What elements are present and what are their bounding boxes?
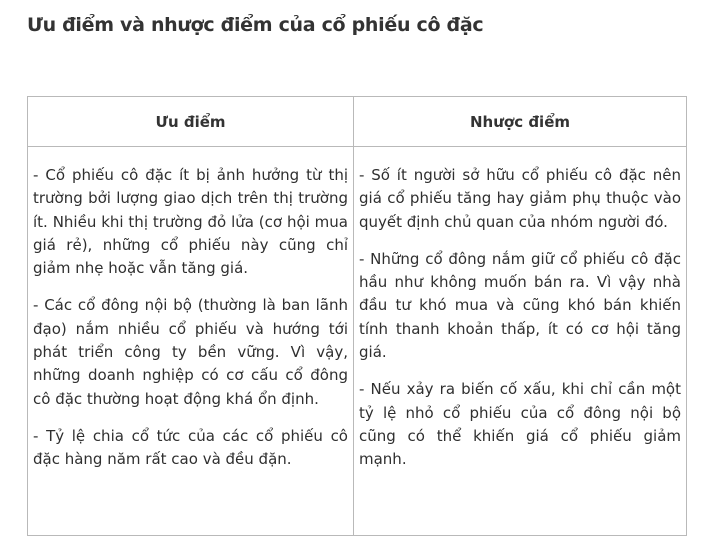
comparison-table: [27, 96, 687, 536]
disadvantages-cell: [354, 147, 687, 536]
header-disadvantages: Nhược điểm: [354, 97, 687, 147]
advantage-item: - Các cổ đông nội bộ (thường là ban lãnh đạo) nắm nhiều cổ phiếu và hướng tới phát triển công ty bền vững. Vì vậy, những doanh nghiệp có cơ cấu cổ đông cô đặc thường hoạt động khá ổn định.: [33, 296, 348, 408]
disadvantage-item: - Số ít người sở hữu cổ phiếu cô đặc nên giá cổ phiếu tăng hay giảm phụ thuộc vào quyết định chủ quan của nhóm người đó.: [359, 166, 681, 231]
disadvantage-item: - Nếu xảy ra biến cố xấu, khi chỉ cần một tỷ lệ nhỏ cổ phiếu của cổ đông nội bộ cũng có thể khiến giá cổ phiếu giảm mạnh.: [359, 380, 681, 469]
advantages-cell: [28, 147, 354, 536]
table-header-row: [28, 97, 687, 147]
header-advantages: Ưu điểm: [28, 97, 354, 147]
table-row: [28, 147, 687, 536]
disadvantage-item: - Những cổ đông nắm giữ cổ phiếu cô đặc hầu như không muốn bán ra. Vì vậy nhà đầu tư khó mua và cũng khó bán khiến tính thanh khoản thấp, ít có cơ hội tăng giá.: [359, 249, 681, 362]
advantage-item: - Tỷ lệ chia cổ tức của các cổ phiếu cô đặc hàng năm rất cao và đều đặn.: [33, 426, 348, 469]
section-heading: Ưu điểm và nhược điểm của cổ phiếu cô đặc: [27, 14, 484, 36]
advantage-item: - Cổ phiếu cô đặc ít bị ảnh hưởng từ thị trường bởi lượng giao dịch trên thị trường ít. Nhiều khi thị trường đỏ lửa (cơ hội mua giá rẻ), những cổ phiếu này cũng chỉ giảm nhẹ hoặc vẫn tăng giá.: [33, 166, 348, 278]
